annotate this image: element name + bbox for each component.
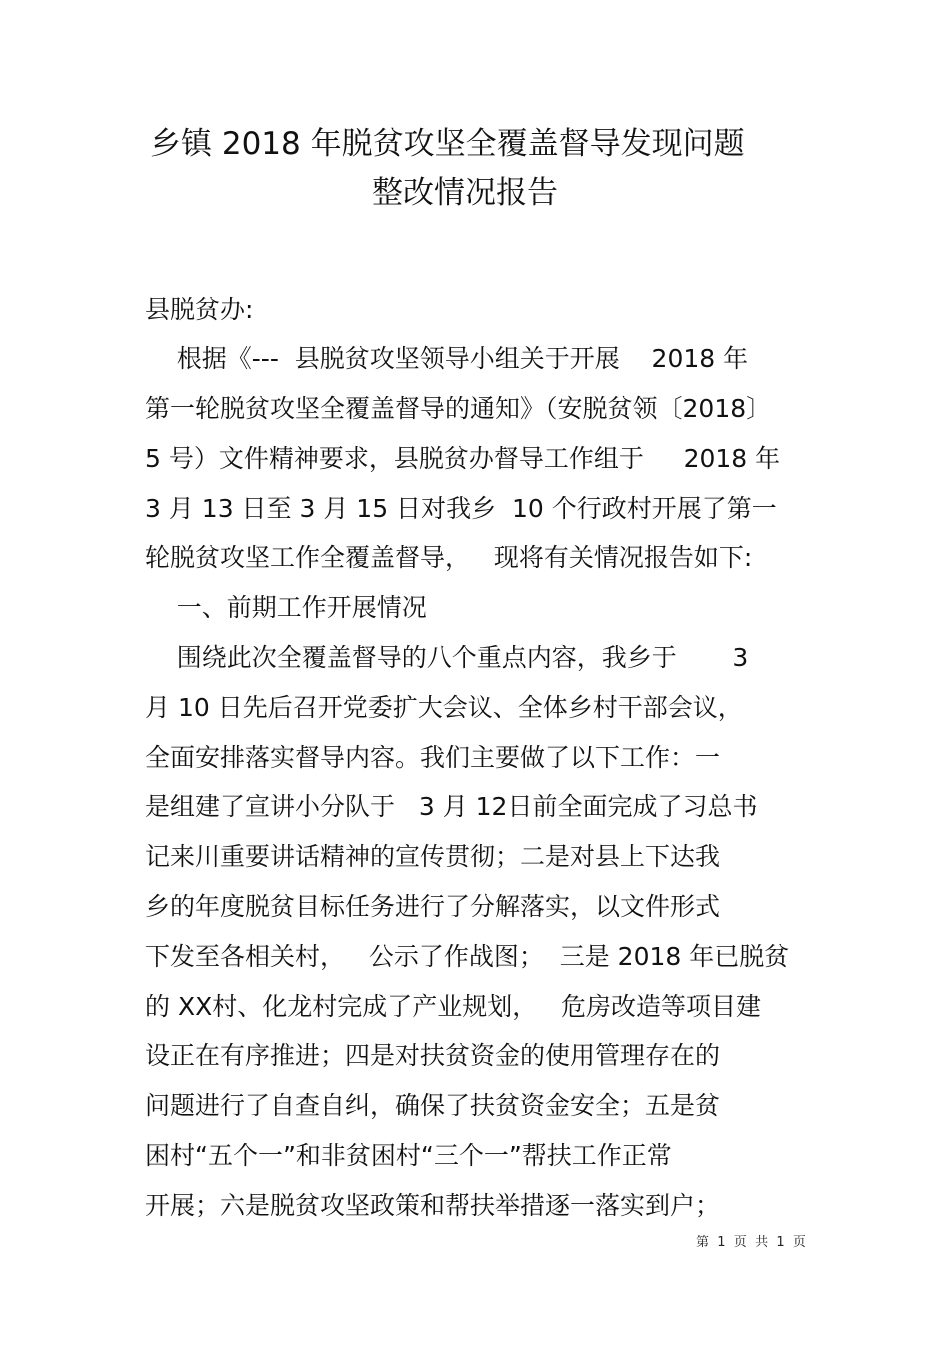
body-line: 全面安排落实督导内容。我们主要做了以下工作：一 (145, 743, 721, 772)
body-line: 乡的年度脱贫目标任务进行了分解落实，以文件形式 (145, 892, 721, 921)
salutation: 县脱贫办: (145, 295, 254, 324)
document-title-line-2: 整改情况报告 (372, 175, 558, 211)
body-line: 记来川重要讲话精神的宣传贯彻；二是对县上下达我 (145, 842, 721, 871)
body-line: 轮脱贫攻坚工作全覆盖督导， 现将有关情况报告如下: (145, 543, 753, 572)
body-line: 第一轮脱贫攻坚全覆盖督导的通知》（安脱贫领〔2018〕 (145, 394, 772, 423)
body-line: 是组建了宣讲小分队于 3 月 12日前全面完成了习总书 (145, 792, 758, 821)
body-line: 月 10 日先后召开党委扩大会议、全体乡村干部会议， (145, 693, 743, 722)
body-line: 设正在有序推进；四是对扶贫资金的使用管理存在的 (145, 1041, 721, 1070)
body-line: 5 号）文件精神要求，县脱贫办督导工作组于 2018 年 (145, 444, 781, 473)
body-line: 围绕此次全覆盖督导的八个重点内容，我乡于 3 (145, 643, 749, 672)
body-line: 开展；六是脱贫攻坚政策和帮扶举措逐一落实到户； (145, 1191, 721, 1220)
section-heading: 一、前期工作开展情况 (145, 593, 427, 622)
body-line: 下发至各相关村， 公示了作战图； 三是 2018 年已脱贫 (145, 942, 790, 971)
body-line: 根据《--- 县脱贫攻坚领导小组关于开展 2018 年 (145, 344, 749, 373)
body-line: 的 XX村、化龙村完成了产业规划， 危房改造等项目建 (145, 992, 762, 1021)
page-number-footer: 第 1 页 共 1 页 (696, 1235, 806, 1250)
body-line: 3 月 13 日至 3 月 15 日对我乡 10 个行政村开展了第一 (145, 494, 777, 523)
document-title-line-1: 乡镇 2018 年脱贫攻坚全覆盖督导发现问题 (150, 126, 745, 162)
body-line: 问题进行了自查自纠，确保了扶贫资金安全；五是贫 (145, 1091, 721, 1120)
body-line: 困村“五个一”和非贫困村“三个一”帮扶工作正常 (145, 1141, 672, 1170)
